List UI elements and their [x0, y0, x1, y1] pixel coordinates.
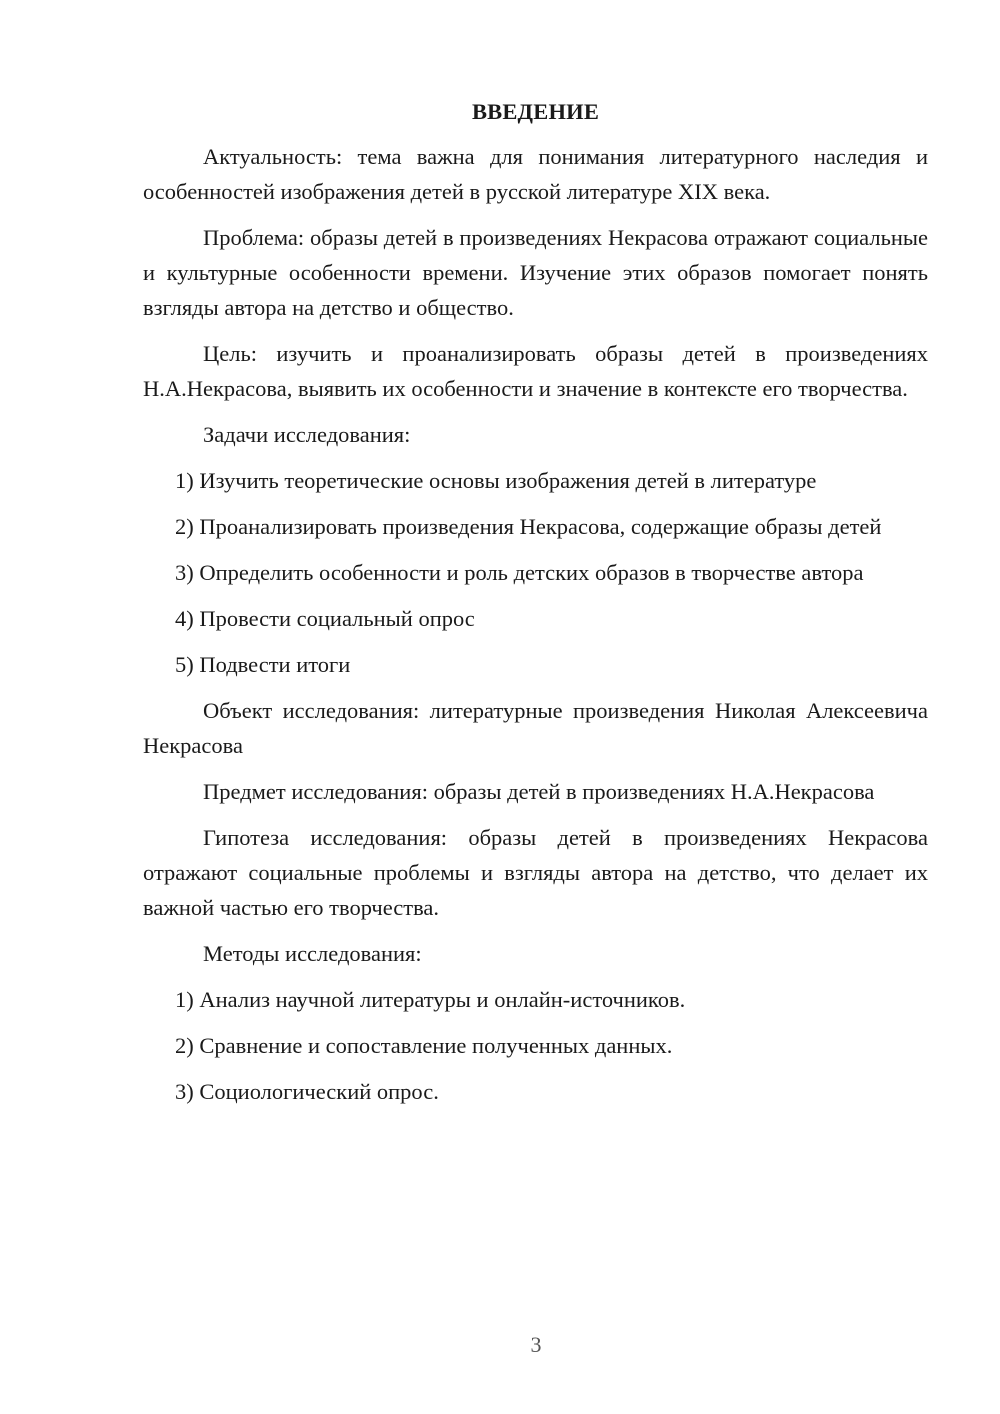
task-item: 1) Изучить теоретические основы изображения детей в литературе — [175, 468, 817, 493]
document-page — [143, 94, 928, 1120]
method-item: 1) Анализ научной литературы и онлайн-источников. — [175, 987, 686, 1012]
method-item: 3) Социологический опрос. — [175, 1079, 439, 1104]
page-number: 3 — [530, 1332, 542, 1357]
task-item: 4) Провести социальный опрос — [175, 606, 475, 631]
goal-paragraph: Цель: изучить и проанализировать образы детей в произведениях Н.А.Некрасова, выявить их особенности и значение в контексте его творчества. — [143, 341, 928, 401]
object-paragraph: Объект исследования: литературные произведения Николая Алексеевича Некрасова — [143, 698, 928, 758]
problem-paragraph: Проблема: образы детей в произведениях Некрасова отражают социальные и культурные особенности времени. Изучение этих образов помогает понять взгляды автора на детство и общество. — [143, 225, 928, 320]
method-item: 2) Сравнение и сопоставление полученных данных. — [175, 1033, 673, 1058]
task-item: 2) Проанализировать произведения Некрасова, содержащие образы детей — [175, 514, 882, 539]
relevance-paragraph: Актуальность: тема важна для понимания литературного наследия и особенностей изображения детей в русской литературе XIX века. — [143, 144, 928, 204]
section-title: ВВЕДЕНИЕ — [471, 99, 600, 124]
hypothesis-paragraph: Гипотеза исследования: образы детей в произведениях Некрасова отражают социальные проблемы и взгляды автора на детство, что делает их важной частью его творчества. — [143, 825, 928, 920]
tasks-heading: Задачи исследования: — [203, 422, 411, 447]
task-item: 3) Определить особенности и роль детских образов в творчестве автора — [175, 560, 864, 585]
task-item: 5) Подвести итоги — [175, 652, 351, 677]
methods-heading: Методы исследования: — [203, 941, 422, 966]
subject-paragraph: Предмет исследования: образы детей в произведениях Н.А.Некрасова — [203, 779, 875, 804]
